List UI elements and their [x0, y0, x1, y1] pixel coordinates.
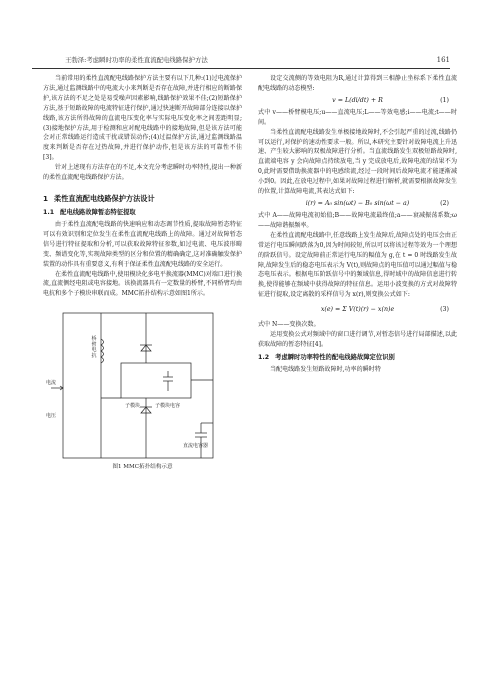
label-voltage: 电压 [46, 413, 57, 420]
section-1-1-heading [43, 208, 242, 218]
right-column [258, 74, 457, 375]
section-1-2-number: 1.2 [258, 353, 270, 361]
equation-3-where: 式中 N——变换次数。 [258, 321, 320, 329]
label-dc-capacitor: 直流电容器 [183, 443, 209, 450]
section-1-1-title: 配电线路故障暂态特征提取 [60, 208, 136, 216]
paragraph-mmc: 在柔性直流配电线路中,使用模块化多电平换流器(MMC)对端口进行换流,直流侧经电阻或电容接地。该换流器具有一定数量的桥臂,不同桥臂均由电抗和多个子模块串联而成。MMC拓扑结构示意如图1所示。 [43, 270, 242, 298]
section-1-number: 1 [43, 193, 49, 203]
label-submodule-capacitor: 子模块电容 [155, 403, 181, 410]
paragraph-step-signal: 在柔性直流配电线路中,任意线路上发生故障后,故障点处的电压会由正常运行电压瞬间跌落为0,因为时间较短,所以可以将该过程等效为一个理想的阶跃信号。设定故障前正常运行电压的幅值为 g,在 t = 0 时线路发生故障,故障发生后的稳态电压表示为 V(t),则故障点的电压值可以通过幅值与稳态电压表示。根据电压阶跃信号中的频域信息,得时域中的故障信息进行转换,使得能够在频域中获得故障的特征信息。运用小波变换的方式对故障特征进行提取,设定离散的采样信号为 x(r),则变换公式如下: [258, 231, 457, 299]
equation-3-body: x(e) = Σ V(t)(r) − x(n)e [320, 306, 395, 314]
left-column [43, 74, 242, 479]
equation-2-body: i(r) = A₀ sin(ωt) − B₀ sin(ωt − a) [305, 199, 410, 207]
running-header-title: 王勃泽:考虑瞬时功率的柔性直流配电线路保护方法 [65, 56, 208, 64]
section-1-heading [43, 193, 242, 204]
equation-3-number: (3) [440, 306, 449, 314]
paragraph-power: 当配电线路发生短路故障时,功率的瞬时特 [270, 365, 381, 373]
figure-1-caption: 图1 MMC拓扑结构示意 [112, 464, 173, 471]
label-arm-reactor: 桥臂电抗 [91, 336, 97, 359]
submodule-box [121, 363, 191, 398]
equation-2-where: 式中 A——故障电流初始值;B——故障电流最终值;a——衰减振荡系数;ω——故障谐振频率。 [258, 211, 457, 229]
running-header [32, 54, 450, 66]
paragraph-methods: 当前常用的柔性直流配电线路保护方法主要有以下几种:(1)过电流保护方法,通过监测线路中的电流大小来判断是否存在故障,并进行相应的断路保护,该方法的不足之处是易受噪声因素影响,线路保护效果不佳;(2)短路保护方法,基于短路故障的电流特征进行保护,通过快速断开故障部分连接以保护线路,该方法所得故障的直流电压变化率与实际电压变化率之间差距明显;(3)接地保护方法,用于检测和应对配电线路中的接地故障,但是该方法可能会对正常线路运行造成干扰或错误动作;(4)过温保护方法,通过监测线路温度来判断是否存在过热故障,并进行保护动作,但是该方法的可靠性不佳[3]。 [43, 75, 242, 162]
section-1-2-heading [258, 353, 457, 363]
section-1-title: 柔性直流配电线路保护方法设计 [54, 193, 155, 203]
equation-1-where: 式中 v——桥臂模电压;u——直流电压;L——等效电感;i——电流;t——时间。 [258, 108, 457, 126]
paragraph-window: 运用变换公式对频域中的窗口进行调节,对暂态信号进行局部描述,以此获取故障的暂态特征[4]。 [258, 331, 457, 348]
header-rule [32, 68, 450, 69]
equation-1-body: v = L(di/dt) + R [332, 96, 383, 104]
paragraph-proposal: 针对上述现有方法存在的不足,本文充分考虑瞬时功率特性,提出一种新的柔性直流配电线路保护方法。 [43, 164, 242, 182]
figure-mmc-topology [43, 303, 242, 479]
paragraph-bipolar-fault: 当柔性直流配电线路发生单极接地故障时,不会引起严重的过流,线路仍可以运行,对保护的速动性要求一般。所以,本研究主要针对故障电流上升迅速、产生较大影响的双极故障进行分析。当直流线路发生双极短路故障时,直流端电容 y 会向故障点持续放电,当 y 完成放电后,故障电流的结果不为0,此时需要借助换流器中的电感续流,经过一段时间后故障电流才能逐渐减小到0。因此,在放电过程中,如果对故障过程进行解析,就需要根据故障发生的位置,计算故障电流,其表达式如下: [258, 128, 457, 196]
equation-3 [258, 300, 457, 320]
label-submodule: 子模块 [125, 403, 141, 410]
equation-1 [258, 94, 457, 108]
label-current: 电流 [46, 380, 57, 387]
mmc-topology-diagram [43, 303, 242, 479]
paragraph-transient: 由于柔性直流配电线路的快速响应和动态调节性质,提取故障暂态特征可以有效识别和定位发生在柔性直流配电线路上的故障。通过对故障暂态信号进行特征提取和分析,可以获取故障特征参数,如过电流、电压波形畸变、频谱变化等,实现故障类型的区分和位置的精确确定,这对准确触发保护装置的动作具有重要意义,有利于保证柔性直流配电线路的安全运行。 [43, 220, 242, 268]
diagram-frame [63, 313, 213, 458]
section-1-2-title: 考虑瞬时功率特性的配电线路故障定位识别 [275, 353, 395, 361]
section-1-1-number: 1.1 [43, 208, 55, 216]
paragraph-model-intro: 设定交流侧的等效电阻为R,通过计算得到三相静止坐标系下柔性直流配电线路的动态模型: [258, 75, 457, 92]
equation-2 [258, 197, 457, 211]
page-number: 161 [436, 56, 450, 64]
equation-2-number: (2) [440, 199, 449, 207]
equation-1-number: (1) [440, 96, 449, 104]
arm-reactor-coil [101, 339, 104, 363]
